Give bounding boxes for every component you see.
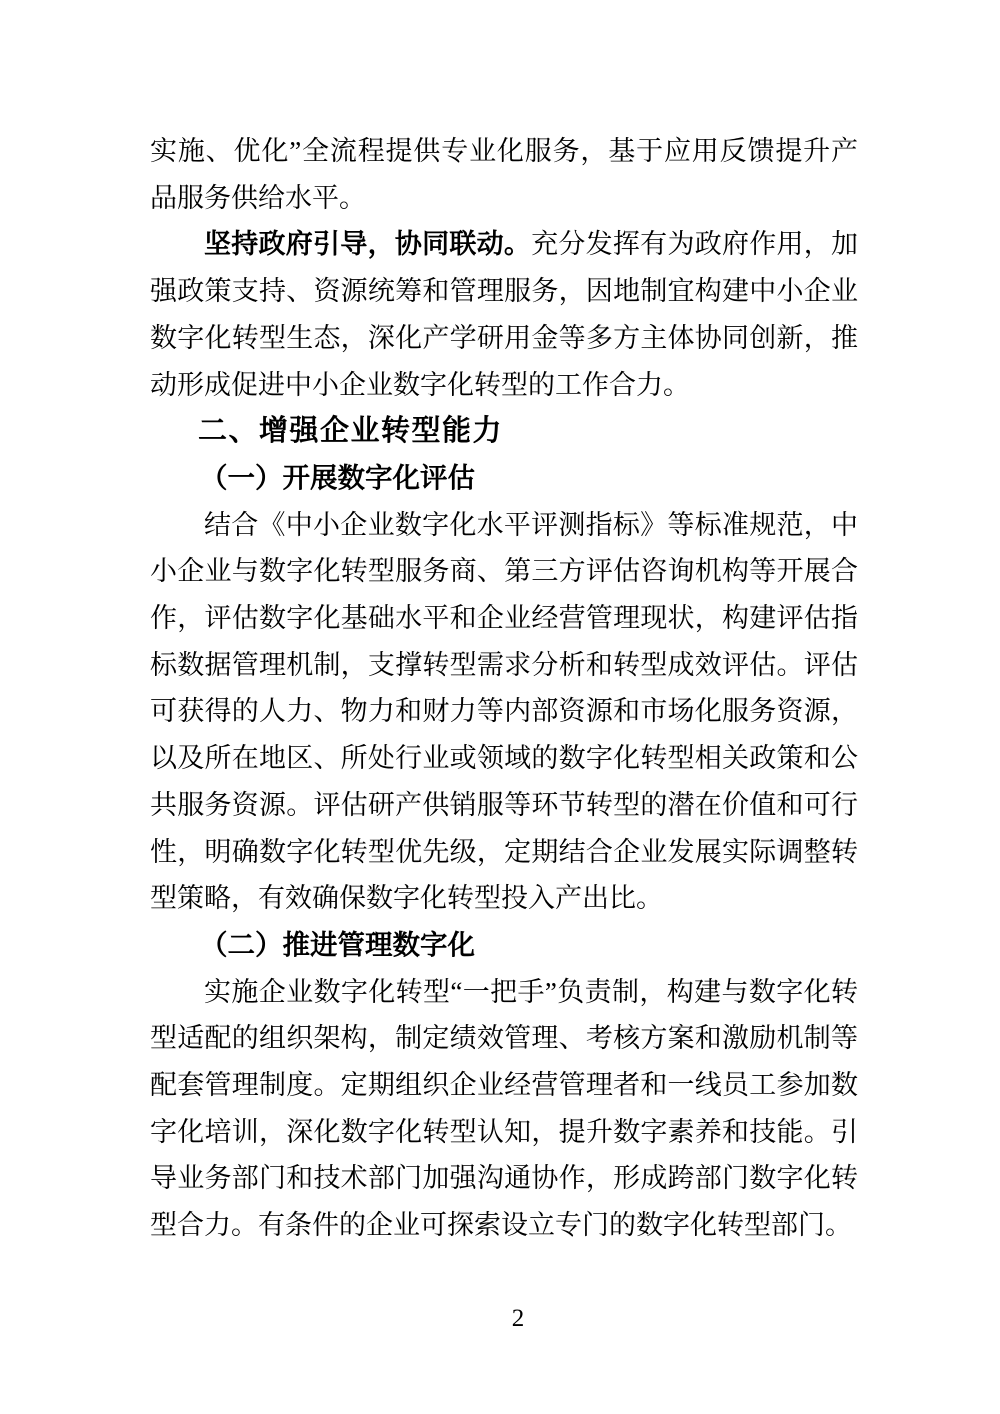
- section-heading: 二、增强企业转型能力: [198, 415, 504, 448]
- subsection-heading: （一）开展数字化评估: [200, 461, 475, 493]
- paragraph: [150, 502, 858, 922]
- page-number: 2: [511, 1305, 525, 1332]
- page-footer: [164, 1305, 872, 1333]
- paragraph-text: 结合《中小企业数字化水平评测指标》等标准规范，中小企业与数字化转型服务商、第三方评估咨询机构等开展合作，评估数字化基础水平和企业经营管理现状，构建评估指标数据管理机制，支撑转型需求分析和转型成效评估。评估可获得的人力、物力和财力等内部资源和市场化服务资源，以及所在地区、所处行业或领域的数字化转型相关政策和公共服务资源。评估研产供销服等环节转型的潜在价值和可行性，明确数字化转型优先级，定期结合企业发展实际调整转型策略，有效确保数字化转型投入产出比。: [150, 509, 858, 914]
- paragraph: [150, 969, 858, 1249]
- paragraph: [150, 221, 858, 408]
- subsection-heading: （二）推进管理数字化: [200, 928, 475, 960]
- paragraph-lead-bold: 坚持政府引导，协同联动。: [204, 229, 532, 260]
- paragraph-text: 实施、优化”全流程提供专业化服务，基于应用反馈提升产品服务供给水平。: [150, 136, 858, 213]
- paragraph-text: 实施企业数字化转型“一把手”负责制，构建与数字化转型适配的组织架构，制定绩效管理、考核方案和激励机制等配套管理制度。定期组织企业经营管理者和一线员工参加数字化培训，深化数字化转型认知，提升数字素养和技能。引导业务部门和技术部门加强沟通协作，形成跨部门数字化转型合力。有条件的企业可探索设立专门的数字化转型部门。: [150, 976, 858, 1241]
- paragraph-text: 充分发挥有为政府作用，加强政策支持、资源统筹和管理服务，因地制宜构建中小企业数字化转型生态，深化产学研用金等多方主体协同创新，推动形成促进中小企业数字化转型的工作合力。: [150, 229, 859, 400]
- paragraph: [150, 128, 858, 221]
- document-body: [150, 128, 858, 1249]
